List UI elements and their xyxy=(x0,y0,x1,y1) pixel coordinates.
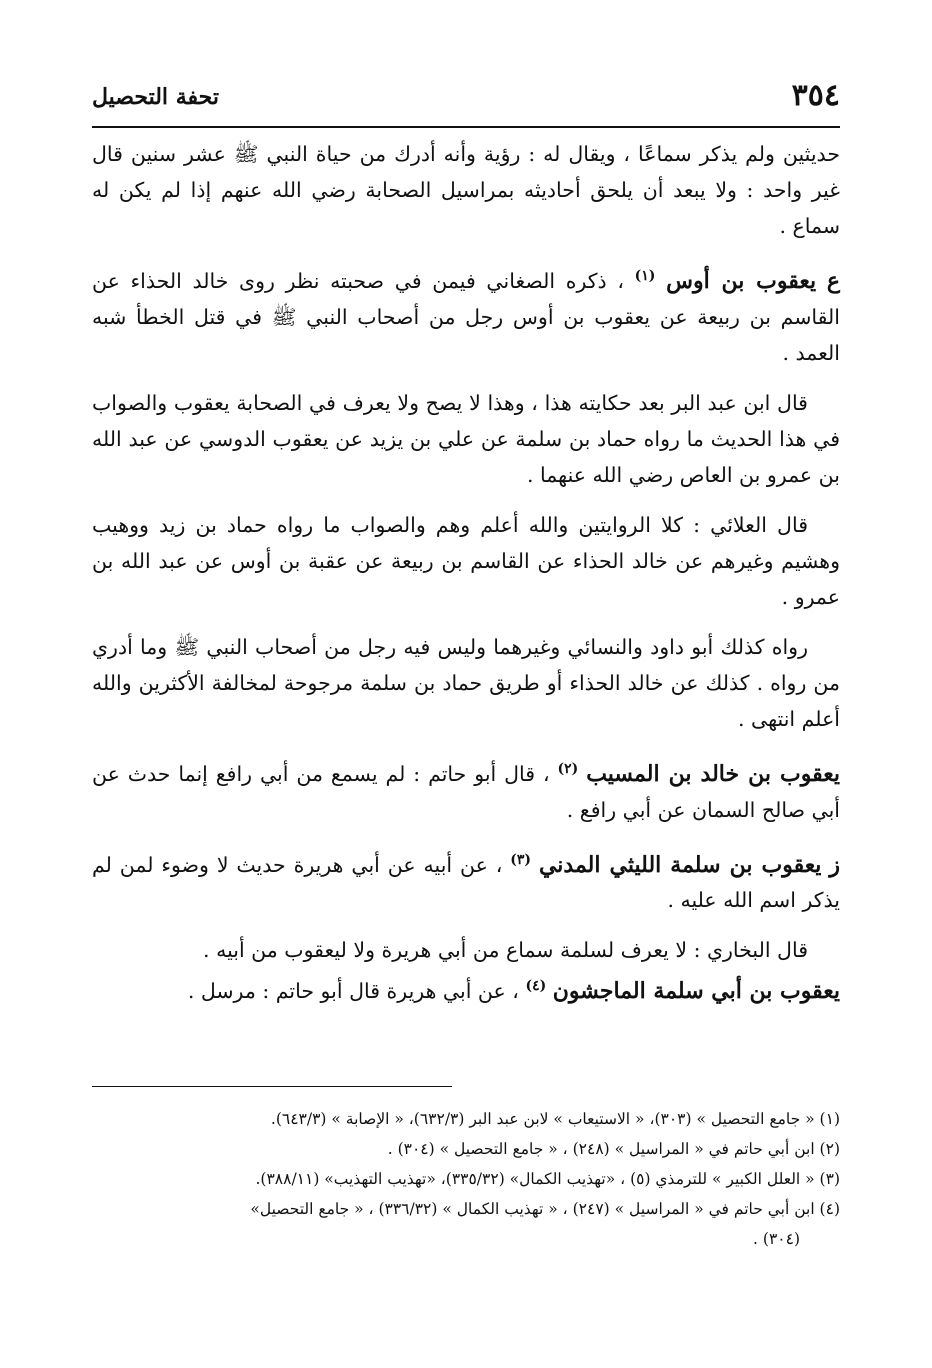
footnote-ref-1: (١) xyxy=(634,268,656,284)
entry-name: يعقوب بن سلمة الليثي المدني xyxy=(538,851,822,878)
footnote-ref-2: (٢) xyxy=(557,760,579,777)
entry-name: يعقوب بن أوس xyxy=(666,267,817,294)
paragraph-5: رواه كذلك أبو داود والنسائي وغيرهما وليس فيه رجل من أصحاب النبي ﷺ وما أدري من رواه . كذلك عن خالد الحذاء أو طريق حماد بن سلمة مرجوحة لمخالفة الأكثرين والله أعلم انتهى . xyxy=(92,634,840,731)
page-header xyxy=(92,78,840,118)
footnote-2: (٢) ابن أبي حاتم في « المراسيل » (٢٤٨) ، « جامع التحصيل » (٣٠٤) . xyxy=(387,1140,840,1158)
footnote-ref-3: (٣) xyxy=(510,851,532,868)
page-number: ٣٥٤ xyxy=(791,78,840,113)
entry-prefix: ز xyxy=(829,851,840,878)
main-text xyxy=(92,136,840,1023)
footnote-3: (٣) « العلل الكبير » للترمذي (٥) ، «تهذيب الكمال» (٣٣٥/٣٢)، «تهذيب التهذيب» (٣٨٨/١١). xyxy=(255,1170,840,1188)
paragraph-1: حديثين ولم يذكر سماعًا ، ويقال له : رؤية وأنه أدرك من حياة النبي ﷺ عشر سنين قال غير واحد : ولا يبعد أن يلحق أحاديثه بمراسيل الصحابة رضي الله عنهم إذا لم يكن له سماع . xyxy=(92,142,840,238)
entry-prefix: ع xyxy=(826,267,840,294)
entry-yaqub-ibn-salama xyxy=(92,842,840,919)
paragraph-8: قال البخاري : لا يعرف لسلمة سماع من أبي هريرة ولا ليعقوب من أبيه . xyxy=(203,938,808,963)
footnote-ref-4: (٤) xyxy=(525,978,547,995)
entry-text: ، عن أبيه عن أبي هريرة حديث لا وضوء لمن لم يذكر اسم الله عليه . xyxy=(92,852,840,913)
paragraph-3: قال ابن عبد البر بعد حكايته هذا ، وهذا لا يصح ولا يعرف في الصحابة يعقوب والصواب في هذا الحديث ما رواه حماد بن سلمة عن علي بن يزيد عن يعقوب الدوسي عن عبد الله بن عمرو بن العاص رضي الله عنهما . xyxy=(92,390,840,487)
footnote-4-continued: (٣٠٤) . xyxy=(753,1230,800,1248)
entry-yaqub-ibn-abi-salama xyxy=(92,968,840,1009)
footnote-1: (١) « جامع التحصيل » (٣٠٣)، « الاستيعاب » لابن عبد البر (٦٣٢/٣)، « الإصابة » (٦٤٣/٣). xyxy=(270,1110,840,1128)
footnote-separator xyxy=(92,1086,452,1087)
entry-text: ، قال أبو حاتم : لم يسمع من أبي رافع إنما حدث عن أبي صالح السمان عن أبي رافع . xyxy=(92,761,840,822)
header-rule xyxy=(92,126,840,128)
running-title: تحفة التحصيل xyxy=(92,84,219,110)
entry-yaqub-ibn-khalid xyxy=(92,751,840,828)
entry-name: يعقوب بن أبي سلمة الماجشون xyxy=(552,978,840,1005)
entry-text: ، عن أبي هريرة قال أبو حاتم : مرسل . xyxy=(187,979,519,1004)
entry-yaqub-ibn-aws xyxy=(92,258,840,371)
entry-name: يعقوب بن خالد بن المسيب xyxy=(586,760,840,787)
paragraph-4: قال العلائي : كلا الروايتين والله أعلم وهم والصواب ما رواه حماد بن زيد ووهيب وهشيم وغيرهم عن خالد الحذاء عن القاسم بن ربيعة عن عقبة بن أوس عن عبد الله بن عمرو . xyxy=(92,512,840,609)
entry-text: ، ذكره الصغاني فيمن في صحبته نظر روى خالد الحذاء عن القاسم بن ربيعة عن يعقوب بن أوس رجل من أصحاب النبي ﷺ في قتل الخطأ شبه العمد . xyxy=(92,268,840,365)
footnote-4: (٤) ابن أبي حاتم في « المراسيل » (٢٤٧) ، « تهذيب الكمال » (٣٣٦/٣٢) ، « جامع التحصيل» xyxy=(250,1200,840,1218)
footnotes xyxy=(92,1104,840,1254)
